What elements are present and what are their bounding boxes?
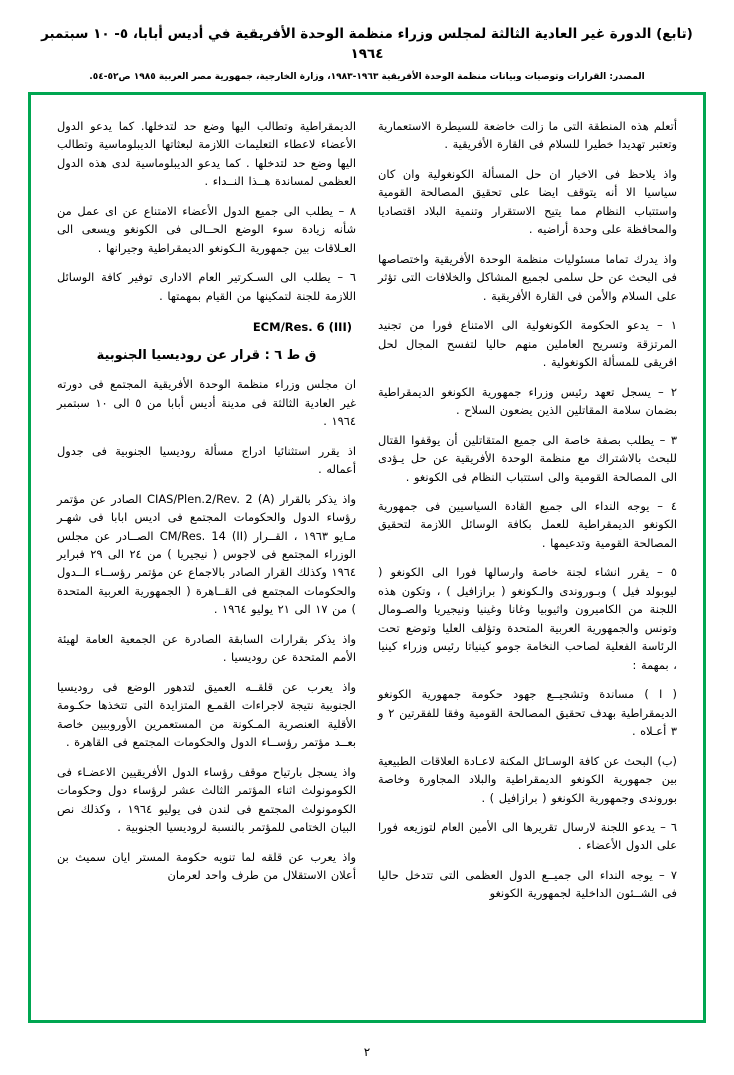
paragraph: ٦ – يدعو اللجنة لارسال تقريرها الى الأمين العام لتوزيعه فورا على الدول الأعضاء .: [378, 820, 677, 853]
document-header: [30, 24, 704, 83]
page-number: ٢: [363, 1045, 371, 1059]
paragraph: الديمقراطية وتطالب اليها وضع حد لتدخلها. كما يدعو الدول الأعضاء لاعطاء التعليمات اللازمة لبعثاتها الديبلوماسية وتطالب اليها وضع حد لتدخلها . كما يدعو الديبلوماسية لدى هذه الدول العظمى لمساندة هــذا النــداء .: [57, 119, 356, 189]
paragraph: ١ – يدعو الحكومة الكونغولية الى الامتناع فورا من تجنيد المرتزقة وتسريح العاملين منهم حاليا لتفسح المجال لحل افريقى للمسألة الكونغولية .: [378, 318, 677, 370]
paragraph: واذ يسجل بارتياح موقف رؤساء الدول الأفريقيين الاعضـاء فى الكومونولث اثناء المؤتمر الثالث عشر لرؤساء دول وحكومات الكومونولث المجتمع فى لندن فى يوليو ١٩٦٤ ، وكذلك نص البيان الختامى للمؤتمر بالنسبة لروديسيا الجنوبية .: [57, 764, 356, 835]
paragraph: واذ يعرب عن قلقه لما تنويه حكومة المستر ايان سميث بن أعلان الاستقلال من طرف واحد لعرمان: [57, 849, 356, 882]
paragraph: ان مجلس وزراء منظمة الوحدة الأفريقية المجتمع فى دورته غير العادية الثالثة فى مدينة أديس أبابا من ٥ الى ١٠ سبتمبر ١٩٦٤ .: [57, 377, 356, 429]
paragraph: ٥ – يقرر انشاء لجنة خاصة وارسالها فورا الى الكونغو ( ليوبولد فيل ) وبـوروندى والـكونغو ( برازافيل ) ، وتكون هذه اللجنة من الكاميرون واثيوبيا وغانا وغينيا ونيجيريا والصـومال وتونس والجمهورية العربية المتحدة وتؤلف العليا وتوضع تحت الرئاسة الفعلية لصاحب النخامة جومو كينياتا رئيس وزراء كينيا ، بمهمة :: [378, 565, 677, 672]
paragraph: واذ يلاحظ فى الاخيار ان حل المسألة الكونغولية وان كان سياسيا الا أنه يتوقف ايضا على تحقيق المصالحة القومية واستتباب النظام مما يتيح الاستقرار وتنمية البلاد اقتصاديا والمحافظة على وحدة أراضيه .: [378, 166, 677, 237]
paragraph: واذ يذكر بقرارات السابقة الصادرة عن الجمعية العامة لهيئة الأمم المتحدة عن روديسيا .: [57, 631, 356, 665]
paragraph: ( ا ) مساندة وتشجيــع جهود حكومة جمهورية الكونغو الديمقراطية بهدف تحقيق المصالحة القومية وفقا للفقرتين ٢ و ٣ أعـلاه .: [378, 687, 677, 739]
paragraph: ٦ – يطلب الى السـكرتير العام الادارى توفير كافة الوسائل اللازمة للجنة لتمكينها من القيام بمهمتها .: [57, 270, 356, 303]
paragraph: اذ يقرر استثنائيا ادراج مسألة روديسيا الجنوبية فى جدول أعماله .: [57, 443, 356, 477]
paragraph: أتعلم هذه المنطقة التى ما زالت خاضعة للسيطرة الاستعمارية وتعتبر تهديدا خطيرا للسلام فى القارة الأفريقية .: [378, 119, 677, 152]
green-border-frame: [28, 92, 706, 1023]
resolution-heading: ق ط ٦ : قرار عن روديسيا الجنوبية: [96, 348, 317, 364]
paragraph: ٣ – يطلب بصفة خاصة الى جميع المتقاتلين أن يوقفوا القتال للبحث بالاشتراك مع منظمة الوحدة الأفريقية عن حل يـؤدى الى المصالحة القومية والى استتباب النظام فى الكونغو .: [378, 432, 677, 484]
paragraph: واذ يدرك تماما مسئوليات منظمة الوحدة الأفريقية واختصاصها فى البحث عن حل سلمى لجميع المشاكل والخلافات التى تؤثر على السلام والأمن فى القارة الأفريقية .: [378, 251, 677, 303]
paragraph: ٤ – يوجه النداء الى جميع القادة السياسيين فى جمهورية الكونغو الديمقراطية للعمل بكافة الوسائل اللازمة لتحقيق المصالحة القومية وتدعيمها .: [378, 498, 677, 550]
left-column: [57, 117, 356, 998]
right-column: [378, 117, 677, 998]
paragraph: ٧ – يوجه النداء الى جميــع الدول العظمى التى تتدخل حاليا فى الشــئون الداخلية لجمهورية الكونغو: [378, 867, 677, 901]
paragraph: واذ يعرب عن قلقــه العميق لتدهور الوضع فى روديسيا الجنوبية نتيجة لاجراءات القمـع المتزايدة التى تتخذها حكـومة الأقلية العنصرية المـكونة من المستعمرين الأوروبيين خاصة بعــد مؤتمر رؤســاء الدول والحكومات المجتمع فى القاهرة .: [57, 679, 356, 750]
paragraph: واذ يذكر بالقرار (A) CIAS/Plen.2/Rev. 2 الصادر عن مؤتمر رؤساء الدول والحكومات المجتمع فى اديس ابابا فى شهـر مـايو ١٩٦٣ ، القــرار CM/Res. 14 (II) الصــادر عن مجلس الوزراء المجتمع فى لاجوس ( نيجيريا ) من ٢٤ الى ٢٩ فبراير ١٩٦٤ وكذلك القرار الصادر بالاجماع عن مؤتمر رؤســاء الــدول والحكومات المجتمع فى القــاهرة ( الجمهورية العربية المتحدة ) من ١٧ الى ٢١ يوليو ١٩٦٤ .: [57, 491, 356, 617]
resolution-code: ECM/Res. 6 (III): [252, 320, 352, 335]
document-source-note: المصدر: القرارات وتوصيات وبيانات منظمة الوحدة الأفريقية ١٩٦٣-١٩٨٣، وزارة الخارجية، جمهورية مصر العربية ١٩٨٥ ص٥٢-٥٤.: [89, 71, 645, 82]
two-column-body: [41, 103, 693, 1012]
paragraph: ٢ – يسجل تعهد رئيس وزراء جمهورية الكونغو الديمقراطية بضمان سلامة المقاتلين الذين يضعون السلاح .: [378, 384, 677, 418]
paragraph: ٨ – يطلب الى جميع الدول الأعضاء الامتناع عن اى عمل من شأنه زيادة سوء الوضع الحــالى فى الكونغو ويسعى الى العـلاقات بين جمهورية الـكونغو الديمقراطية وجيرانها .: [57, 203, 356, 255]
paragraph: (ب) البحث عن كافة الوسـائل المكنة لاعـادة العلاقات الطبيعية بين جمهورية الكونغو الديمقراطية والبلاد المجاورة وخاصة بوروندى وجمهورية الكونغو ( برازافيل ) .: [378, 753, 677, 805]
document-title: (تابع) الدورة غير العادية الثالثة لمجلس وزراء منظمة الوحدة الأفريقية في أديس أبابا، ٥- ١٠ سبتمبر ١٩٦٤: [41, 26, 693, 63]
